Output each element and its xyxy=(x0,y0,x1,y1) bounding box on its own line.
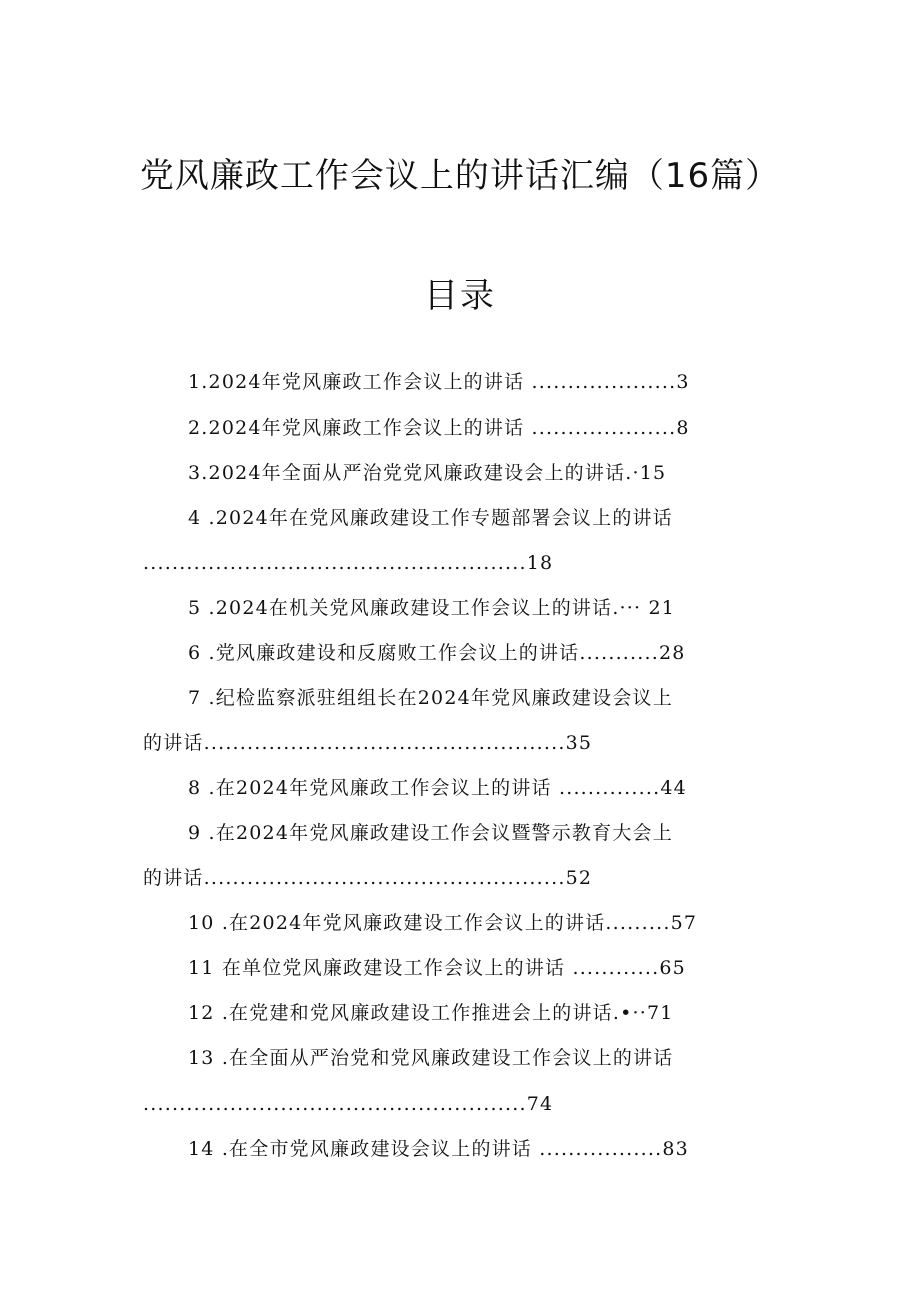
toc-entry-14[interactable]: 14 .在全市党风廉政建设会议上的讲话 .................83 xyxy=(188,1138,689,1160)
toc-entry-4-leader[interactable]: .....................................................18 xyxy=(143,552,554,574)
toc-entry-4[interactable]: 4 .2024年在党风廉政建设工作专题部署会议上的讲话 xyxy=(188,507,673,529)
toc-entry-10[interactable]: 10 .在2024年党风廉政建设工作会议上的讲话.........57 xyxy=(188,912,698,934)
toc-entry-7[interactable]: 7 .纪检监察派驻组组长在2024年党风廉政建设会议上 xyxy=(188,687,673,709)
toc-entry-8[interactable]: 8 .在2024年党风廉政工作会议上的讲话 ..............44 xyxy=(188,777,687,799)
toc-entry-11[interactable]: 11 在单位党风廉政建设工作会议上的讲话 ............65 xyxy=(188,957,686,979)
toc-entry-12[interactable]: 12 .在党建和党风廉政建设工作推进会上的讲话.•··71 xyxy=(188,1002,674,1024)
toc-entry-6[interactable]: 6 .党风廉政建设和反腐败工作会议上的讲话...........28 xyxy=(188,642,686,664)
toc-entry-13-leader[interactable]: .....................................................74 xyxy=(143,1093,554,1115)
toc-entry-1[interactable]: 1.2024年党风廉政工作会议上的讲话 ....................3 xyxy=(188,371,690,393)
document-title: 党风廉政工作会议上的讲话汇编（16篇） xyxy=(139,156,781,196)
toc-heading: 目录 xyxy=(424,276,496,316)
toc-entry-7-continued[interactable]: 的讲话..................................................35 xyxy=(143,732,593,754)
toc-entry-9-continued[interactable]: 的讲话..................................................52 xyxy=(143,867,593,889)
toc-entry-2[interactable]: 2.2024年党风廉政工作会议上的讲话 ....................8 xyxy=(188,417,690,439)
toc-entry-3[interactable]: 3.2024年全面从严治党党风廉政建设会上的讲话.·15 xyxy=(188,462,667,484)
toc-entry-13[interactable]: 13 .在全面从严治党和党风廉政建设工作会议上的讲话 xyxy=(188,1047,674,1069)
toc-entry-5[interactable]: 5 .2024在机关党风廉政建设工作会议上的讲话.··· 21 xyxy=(188,597,676,619)
toc-entry-9[interactable]: 9 .在2024年党风廉政建设工作会议暨警示教育大会上 xyxy=(188,822,673,844)
